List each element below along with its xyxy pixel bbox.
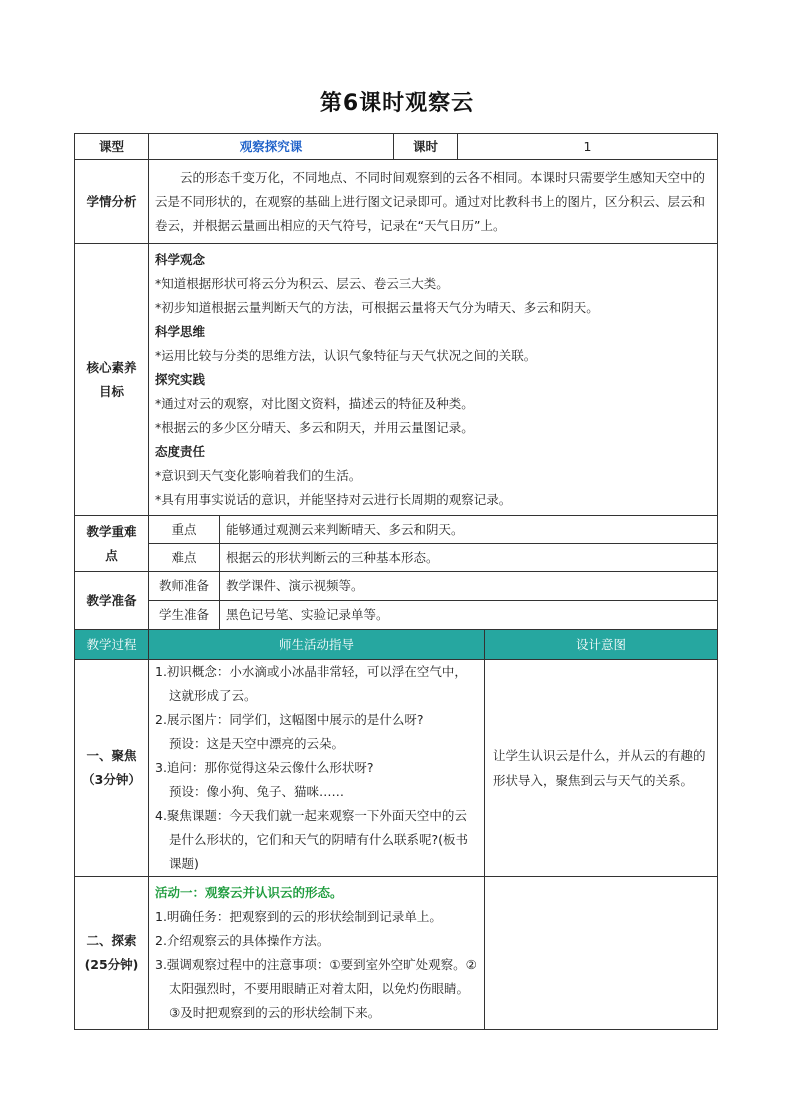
section-heading: 态度责任 [155, 443, 206, 459]
process-header-intent: 设计意图 [485, 630, 718, 660]
stage-focus-row [75, 660, 718, 877]
stage-explore-intent [485, 877, 718, 1030]
key-points-label: 教学重难点 [75, 516, 149, 572]
student-prep-name: 学生准备 [149, 601, 220, 630]
section-heading: 科学思维 [155, 323, 206, 339]
stage-explore-activities [149, 877, 485, 1030]
list-item: 2.介绍观察云的具体操作方法。 [155, 933, 330, 948]
analysis-text: 云的形态千变万化，不同地点、不同时间观察到的云各不相同。本课时只需要学生感知天空中的云是不同形状的，在观察的基础上进行图文记录即可。通过对比教科书上的图片，区分积云、层云和卷云，并根据云量画出相应的天气符号，记录在“天气日历”上。 [155, 169, 706, 233]
list-item-sub: 预设：像小狗、兔子、猫咪…… [169, 784, 345, 799]
hours-label: 课时 [394, 134, 458, 160]
process-header-stage: 教学过程 [75, 630, 149, 660]
list-item: *知道根据形状可将云分为积云、层云、卷云三大类。 [155, 275, 449, 291]
process-header-activity: 师生活动指导 [149, 630, 485, 660]
list-item: *初步知道根据云量判断天气的方法，可根据云量将天气分为晴天、多云和阴天。 [155, 299, 599, 315]
list-item: 1.明确任务：把观察到的云的形状绘制到记录单上。 [155, 909, 442, 924]
list-item: *根据云的多少区分晴天、多云和阴天，并用云量图记录。 [155, 419, 474, 435]
analysis-row [75, 160, 718, 244]
key-point-value: 能够通过观测云来判断晴天、多云和阴天。 [220, 516, 718, 544]
type-value: 观察探究课 [149, 134, 394, 160]
type-label: 课型 [75, 134, 149, 160]
teacher-prep-value: 教学课件、演示视频等。 [220, 572, 718, 601]
list-item: 3.强调观察过程中的注意事项：①要到室外空旷处观察。②太阳强烈时，不要用眼睛正对着太阳，以免灼伤眼睛。③及时把观察到的云的形状绘制下来。 [155, 957, 477, 1020]
key-point-row [75, 544, 718, 572]
list-item: 2.展示图片：同学们，这幅图中展示的是什么呀? [155, 712, 424, 727]
process-header-row [75, 630, 718, 660]
page-title: 第6课时观察云 [319, 91, 475, 116]
list-item: *运用比较与分类的思维方法，认识气象特征与天气状况之间的关联。 [155, 347, 537, 363]
analysis-label: 学情分析 [75, 160, 149, 244]
key-point-row [75, 516, 718, 544]
difficult-point-name: 难点 [149, 544, 220, 572]
section-heading: 科学观念 [155, 251, 206, 267]
list-item: *通过对云的观察，对比图文资料，描述云的特征及种类。 [155, 395, 474, 411]
list-item: 3.追问：那你觉得这朵云像什么形状呀? [155, 760, 374, 775]
analysis-cell [149, 160, 718, 244]
core-label: 核心素养 目标 [75, 244, 149, 516]
student-prep-value: 黑色记号笔、实验记录单等。 [220, 601, 718, 630]
section-heading: 探究实践 [155, 371, 206, 387]
prep-label: 教学准备 [75, 572, 149, 630]
lesson-plan-table [74, 133, 718, 1030]
info-row [75, 134, 718, 160]
list-item: 1.初识概念：小水滴或小冰晶非常轻，可以浮在空气中，这就形成了云。 [155, 664, 467, 703]
prep-row [75, 572, 718, 601]
stage-explore-label: 二、探索 (25分钟) [75, 877, 149, 1030]
stage-focus-label: 一、聚焦 （3分钟） [75, 660, 149, 877]
stage-focus-intent: 让学生认识云是什么，并从云的有趣的形状导入，聚焦到云与天气的关系。 [485, 660, 718, 877]
core-row [75, 244, 718, 516]
list-item: *意识到天气变化影响着我们的生活。 [155, 467, 362, 483]
hours-value: 1 [458, 134, 718, 160]
prep-row [75, 601, 718, 630]
list-item: *具有用事实说话的意识，并能坚持对云进行长周期的观察记录。 [155, 491, 512, 507]
core-cell [149, 244, 718, 516]
teacher-prep-name: 教师准备 [149, 572, 220, 601]
stage-focus-activities [149, 660, 485, 877]
list-item-sub: 预设：这是天空中漂亮的云朵。 [169, 736, 345, 751]
key-point-name: 重点 [149, 516, 220, 544]
difficult-point-value: 根据云的形状判断云的三种基本形态。 [220, 544, 718, 572]
activity-title: 活动一：观察云并认识云的形态。 [155, 885, 343, 900]
list-item: 4.聚焦课题：今天我们就一起来观察一下外面天空中的云是什么形状的，它们和天气的阴晴有什么联系呢?(板书课题) [155, 808, 469, 871]
stage-explore-row [75, 877, 718, 1030]
